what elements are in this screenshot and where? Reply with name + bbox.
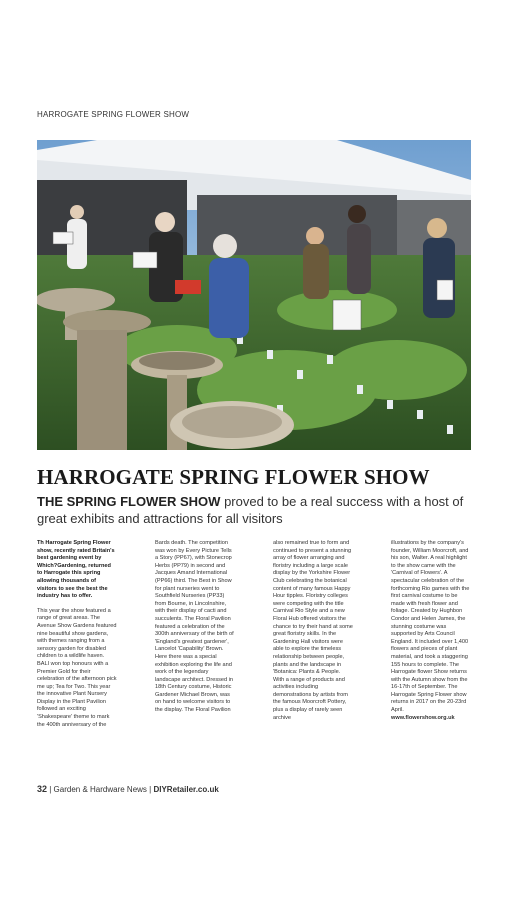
article-headline: HARROGATE SPRING FLOWER SHOW bbox=[37, 465, 430, 489]
column-4 bbox=[391, 540, 471, 770]
page-footer bbox=[37, 784, 219, 794]
body-paragraph: This year the show featured a range of great areas. The Avenue Show Gardens featured nine beautiful show gardens, with themes ranging from a sensory garden for disabled children to a wildlife haven. BALI won top honours with a Premier Gold for their celebration of the afternoon pick me up; Tea for Two. This year the innovative Plant Nursery Display in the Plant Pavilion followed an exciting 'Shakespeare' theme to mark the 400th anniversary of the bbox=[37, 607, 117, 728]
publication-website[interactable]: DIYRetailer.co.uk bbox=[153, 785, 219, 794]
footer-separator: | bbox=[146, 785, 154, 794]
intro-paragraph: Th Harrogate Spring Flower show, recently rated Britain's best gardening event by Which?Gardening, returned to Harrogate this spring allowing thousands of visitors to see the best the industry has to offer. bbox=[37, 540, 115, 600]
section-label: HARROGATE SPRING FLOWER SHOW bbox=[37, 110, 190, 119]
footer-separator: | bbox=[47, 785, 54, 794]
body-paragraph: Bards death. The competition was won by Every Picture Tells a Story (PP67), with Stonecrop Herbs (PP79) in second and Jacques Amand International (PP66) third. The Best in Show for plant nurseries went to Southfield Nurseries (PP33) from Bourne, in Lincolnshire, with their display of cacti and succulents. The Floral Pavilion featured a celebration of the 300th anniversary of the birth of 'England's greatest gardener', Lancelot 'Capability' Brown. Here there was a special exhibition exploring the life and work of the legendary landscape architect. Dressed in 18th Century costume, Historic Gardener Michael Brown, was on hand to welcome visitors to the display. The Floral Pavilion bbox=[155, 540, 234, 714]
column-3 bbox=[273, 540, 353, 770]
body-paragraph: illustrations by the company's founder, William Moorcroft, and his son, Walter. A real highlight to the show came with the 'Carnival of Flowers'. A spectacular celebration of the forthcoming Rio games with the first carnival costume to be made with fresh flower and foliage. Created by Hughbon Condor and Helen James, the stunning costume was supported by Arts Council England. It included over 1,400 flowers and pieces of plant material, and took a staggering 155 hours to complete. The Harrogate flower Show returns with the Autumn show from the 16-17th of September. The Harrogate Spring Flower show returns in 2017 on the 20-23rd April. bbox=[391, 540, 470, 714]
article-body bbox=[37, 540, 471, 770]
standfirst-bold: THE SPRING FLOWER SHOW bbox=[37, 494, 221, 509]
article-standfirst bbox=[37, 493, 477, 527]
flower-show-photo-illustration bbox=[37, 140, 471, 450]
publication-name: Garden & Hardware News bbox=[53, 785, 147, 794]
column-2 bbox=[155, 540, 235, 770]
flower-show-photo bbox=[37, 140, 471, 450]
website-link[interactable]: www.flowershow.org.uk bbox=[391, 714, 455, 721]
column-1 bbox=[37, 540, 117, 770]
page-number: 32 bbox=[37, 784, 48, 794]
body-paragraph: also remained true to form and continued to present a stunning array of flower arranging and floristry including a large scale display by the Yorkshire Flower Club celebrating the botanical content of many famous Happy Hour tipples. Floristry colleges were competing with the title Carnival Rio Style and a new Floral Hub offered visitors the chance to try their hand at some great floristry skills. In the Gardening Hall visitors were able to explore the timeless relationship between people, plants and the landscape in 'Botanica: Plants & People. With a range of products and activities including demonstrations by artists from the famous Moorcroft Pottery, plus a display of rarely seen archive bbox=[273, 540, 353, 721]
standfirst-rest: proved to be a real success with a host of great exhibits and attractions for all visitors bbox=[37, 494, 464, 526]
